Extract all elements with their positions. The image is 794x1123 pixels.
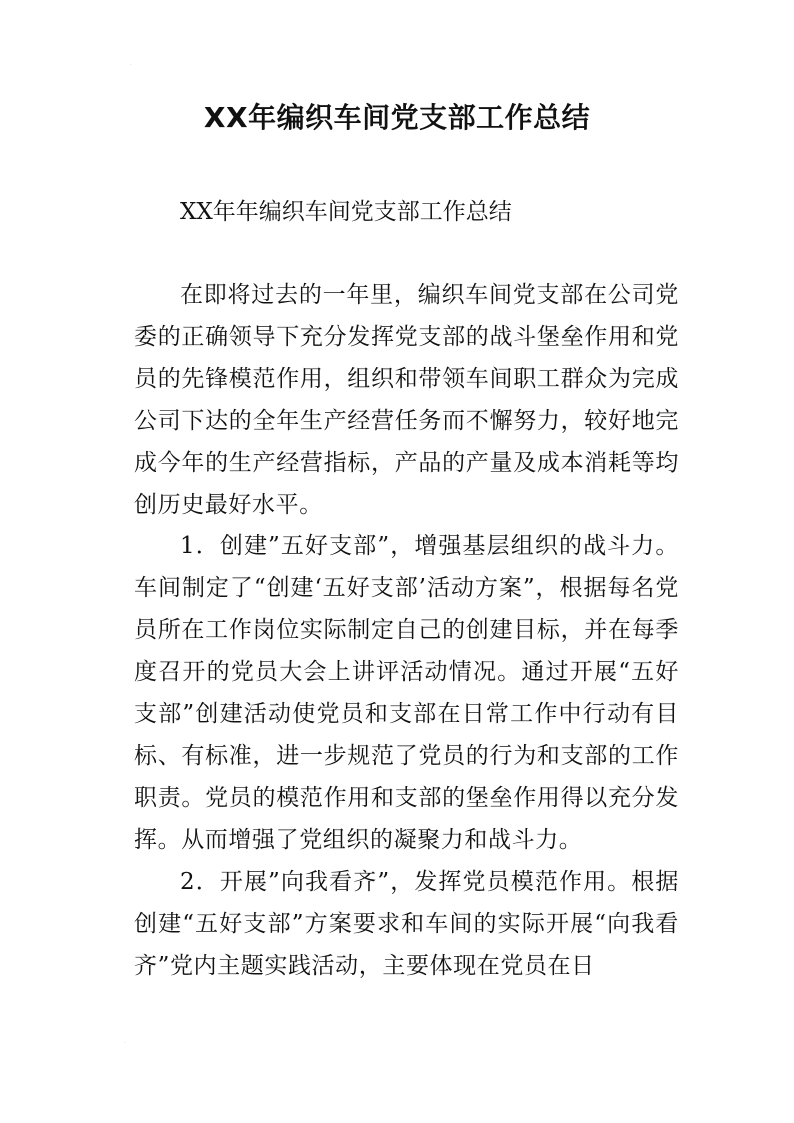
scan-speck: · [130,62,132,69]
scan-speck: · [124,1040,126,1047]
document-subtitle: XX年年编织车间党支部工作总结 [180,199,512,225]
paragraph-intro: 在即将过去的一年里，编织车间党支部在公司党委的正确领导下充分发挥党支部的战斗堡垒作用和党员的先锋模范作用，组织和带领车间职工群众为完成公司下达的全年生产经营任务而不懈努力，较好地完成今年的生产经营指标，产品的产量及成本消耗等均创历史最好水平。 [134,282,679,518]
document-body [134,275,679,987]
paragraph-item-1: 1．创建”五好支部”，增强基层组织的战斗力。车间制定了“创建‘五好支部’活动方案”，根据每名党员所在工作岗位实际制定自己的创建目标，并在每季度召开的党员大会上讲评活动情况。通过开展“五好支部”创建活动使党员和支部在日常工作中行动有目标、有标准，进一步规范了党员的行为和支部的工作职责。党员的模范作用和支部的堡垒作用得以充分发挥。从而增强了党组织的凝聚力和战斗力。 [134,533,679,853]
document-title: XX年编织车间党支部工作总结 [203,101,591,134]
paragraph-item-2: 2．开展”向我看齐”，发挥党员模范作用。根据创建“五好支部”方案要求和车间的实际开展“向我看齐”党内主题实践活动，主要体现在党员在日 [134,868,679,979]
